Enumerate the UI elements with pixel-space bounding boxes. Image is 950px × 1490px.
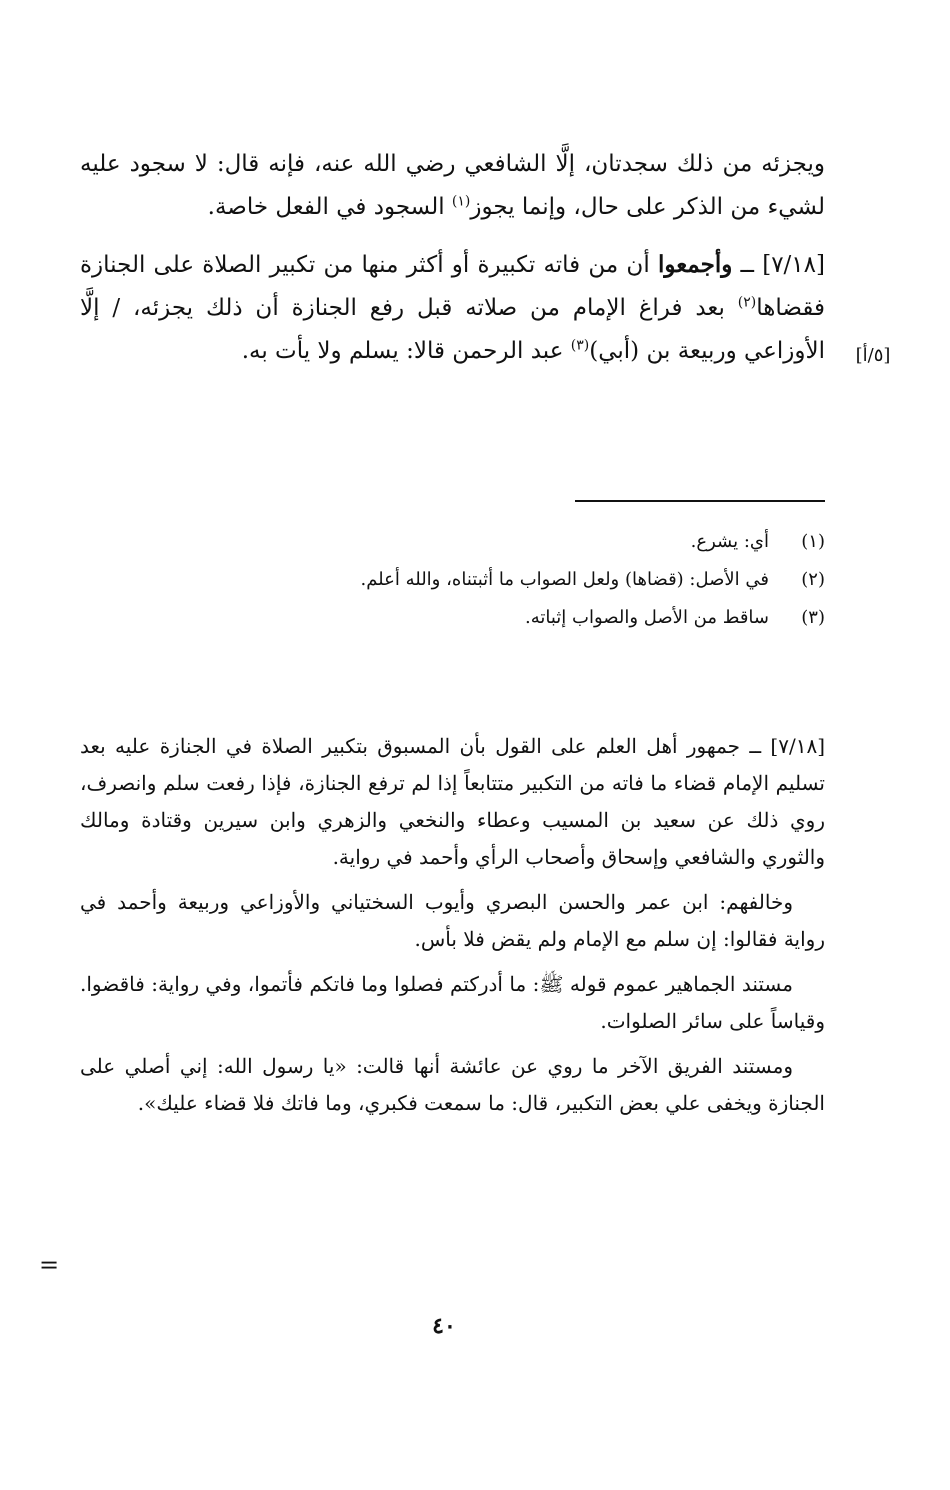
- footnote-number: (٣): [801, 607, 825, 628]
- main-paragraph-1-text: ويجزئه من ذلك سجدتان، إلَّا الشافعي رضي الله عنه، فإنه قال: لا سجود عليه لشيء من الذكر على حال، وإنما يجوز: [80, 151, 825, 220]
- commentary-paragraph-1: [٧/١٨] ــ جمهور أهل العلم على القول بأن المسبوق بتكبير الصلاة في الجنازة عليه بعد تسليم الإمام قضاء ما فاته من التكبير متتابعاً إذا لم ترفع الجنازة، فإذا رفعت سلم وانصرف، روي ذلك عن سعيد بن المسيب وعطاء والنخعي والزهري وابن سيرين وقتادة ومالك والثوري والشافعي وإسحاق وأصحاب الرأي وأحمد في رواية.: [80, 734, 825, 869]
- commentary-paragraph-4: ومستند الفريق الآخر ما روي عن عائشة أنها قالت: «يا رسول الله: إني أصلي على الجنازة ويخفى علي بعض التكبير، قال: ما سمعت فكبري، وما فاتك فلا قضاء عليك».: [80, 1054, 825, 1115]
- main-text: [80, 143, 825, 373]
- main-paragraph-2-part-2: بعد فراغ الإمام من صلاته قبل رفع الجنازة أن ذلك يجزئه، / إلَّا الأوزاعي وربيعة بن (أبي): [80, 295, 825, 364]
- footnote-reference-2: (٢): [737, 294, 757, 311]
- footnotes: [80, 523, 825, 637]
- footnote-text: ساقط من الأصل والصواب إثباته.: [524, 607, 769, 628]
- main-paragraph-2-part-1: أن من فاته تكبيرة أو أكثر منها من تكبير الصلاة على الجنازة فقضاها: [80, 252, 825, 321]
- lead-word: وأجمعوا: [657, 251, 733, 278]
- commentary-paragraph-2: وخالفهم: ابن عمر والحسن البصري وأيوب السختياني والأوزاعي وربيعة وأحمد في رواية فقالوا: إن سلم مع الإمام ولم يقض فلا بأس.: [80, 890, 825, 951]
- issue-number: [٧/١٨] ــ: [732, 252, 825, 278]
- footnote-text: أي: يشرع.: [690, 531, 769, 552]
- footnote-reference-3: (٣): [570, 337, 590, 354]
- footnote-text: في الأصل: (قضاها) ولعل الصواب ما أثبتناه، والله أعلم.: [360, 569, 769, 590]
- manuscript-folio-marker: [٥/أ]: [855, 345, 891, 366]
- footnote-reference-1: (١): [451, 193, 471, 210]
- footnote-separator: [575, 500, 825, 502]
- commentary-paragraph-3: مستند الجماهير عموم قوله ﷺ: ما أدركتم فصلوا وما فاتكم فأتموا، وفي رواية: فاقضوا. وقياساً على سائر الصلوات.: [80, 972, 825, 1033]
- main-paragraph-2: [80, 243, 825, 373]
- main-paragraph-2-part-3: عبد الرحمن قالا: يسلم ولا يأت به.: [241, 338, 571, 364]
- main-paragraph-1: [80, 143, 825, 229]
- footnote-number: (١): [801, 531, 825, 552]
- main-paragraph-1-tail: السجود في الفعل خاصة.: [207, 194, 452, 220]
- footnote-1: [80, 523, 825, 561]
- continued-marker: =: [39, 1251, 60, 1279]
- footnote-2: [80, 561, 825, 599]
- footnote-number: (٢): [801, 569, 825, 590]
- commentary-section: [80, 728, 825, 1122]
- page-number: ٤٠: [432, 1313, 456, 1339]
- footnote-3: [80, 599, 825, 637]
